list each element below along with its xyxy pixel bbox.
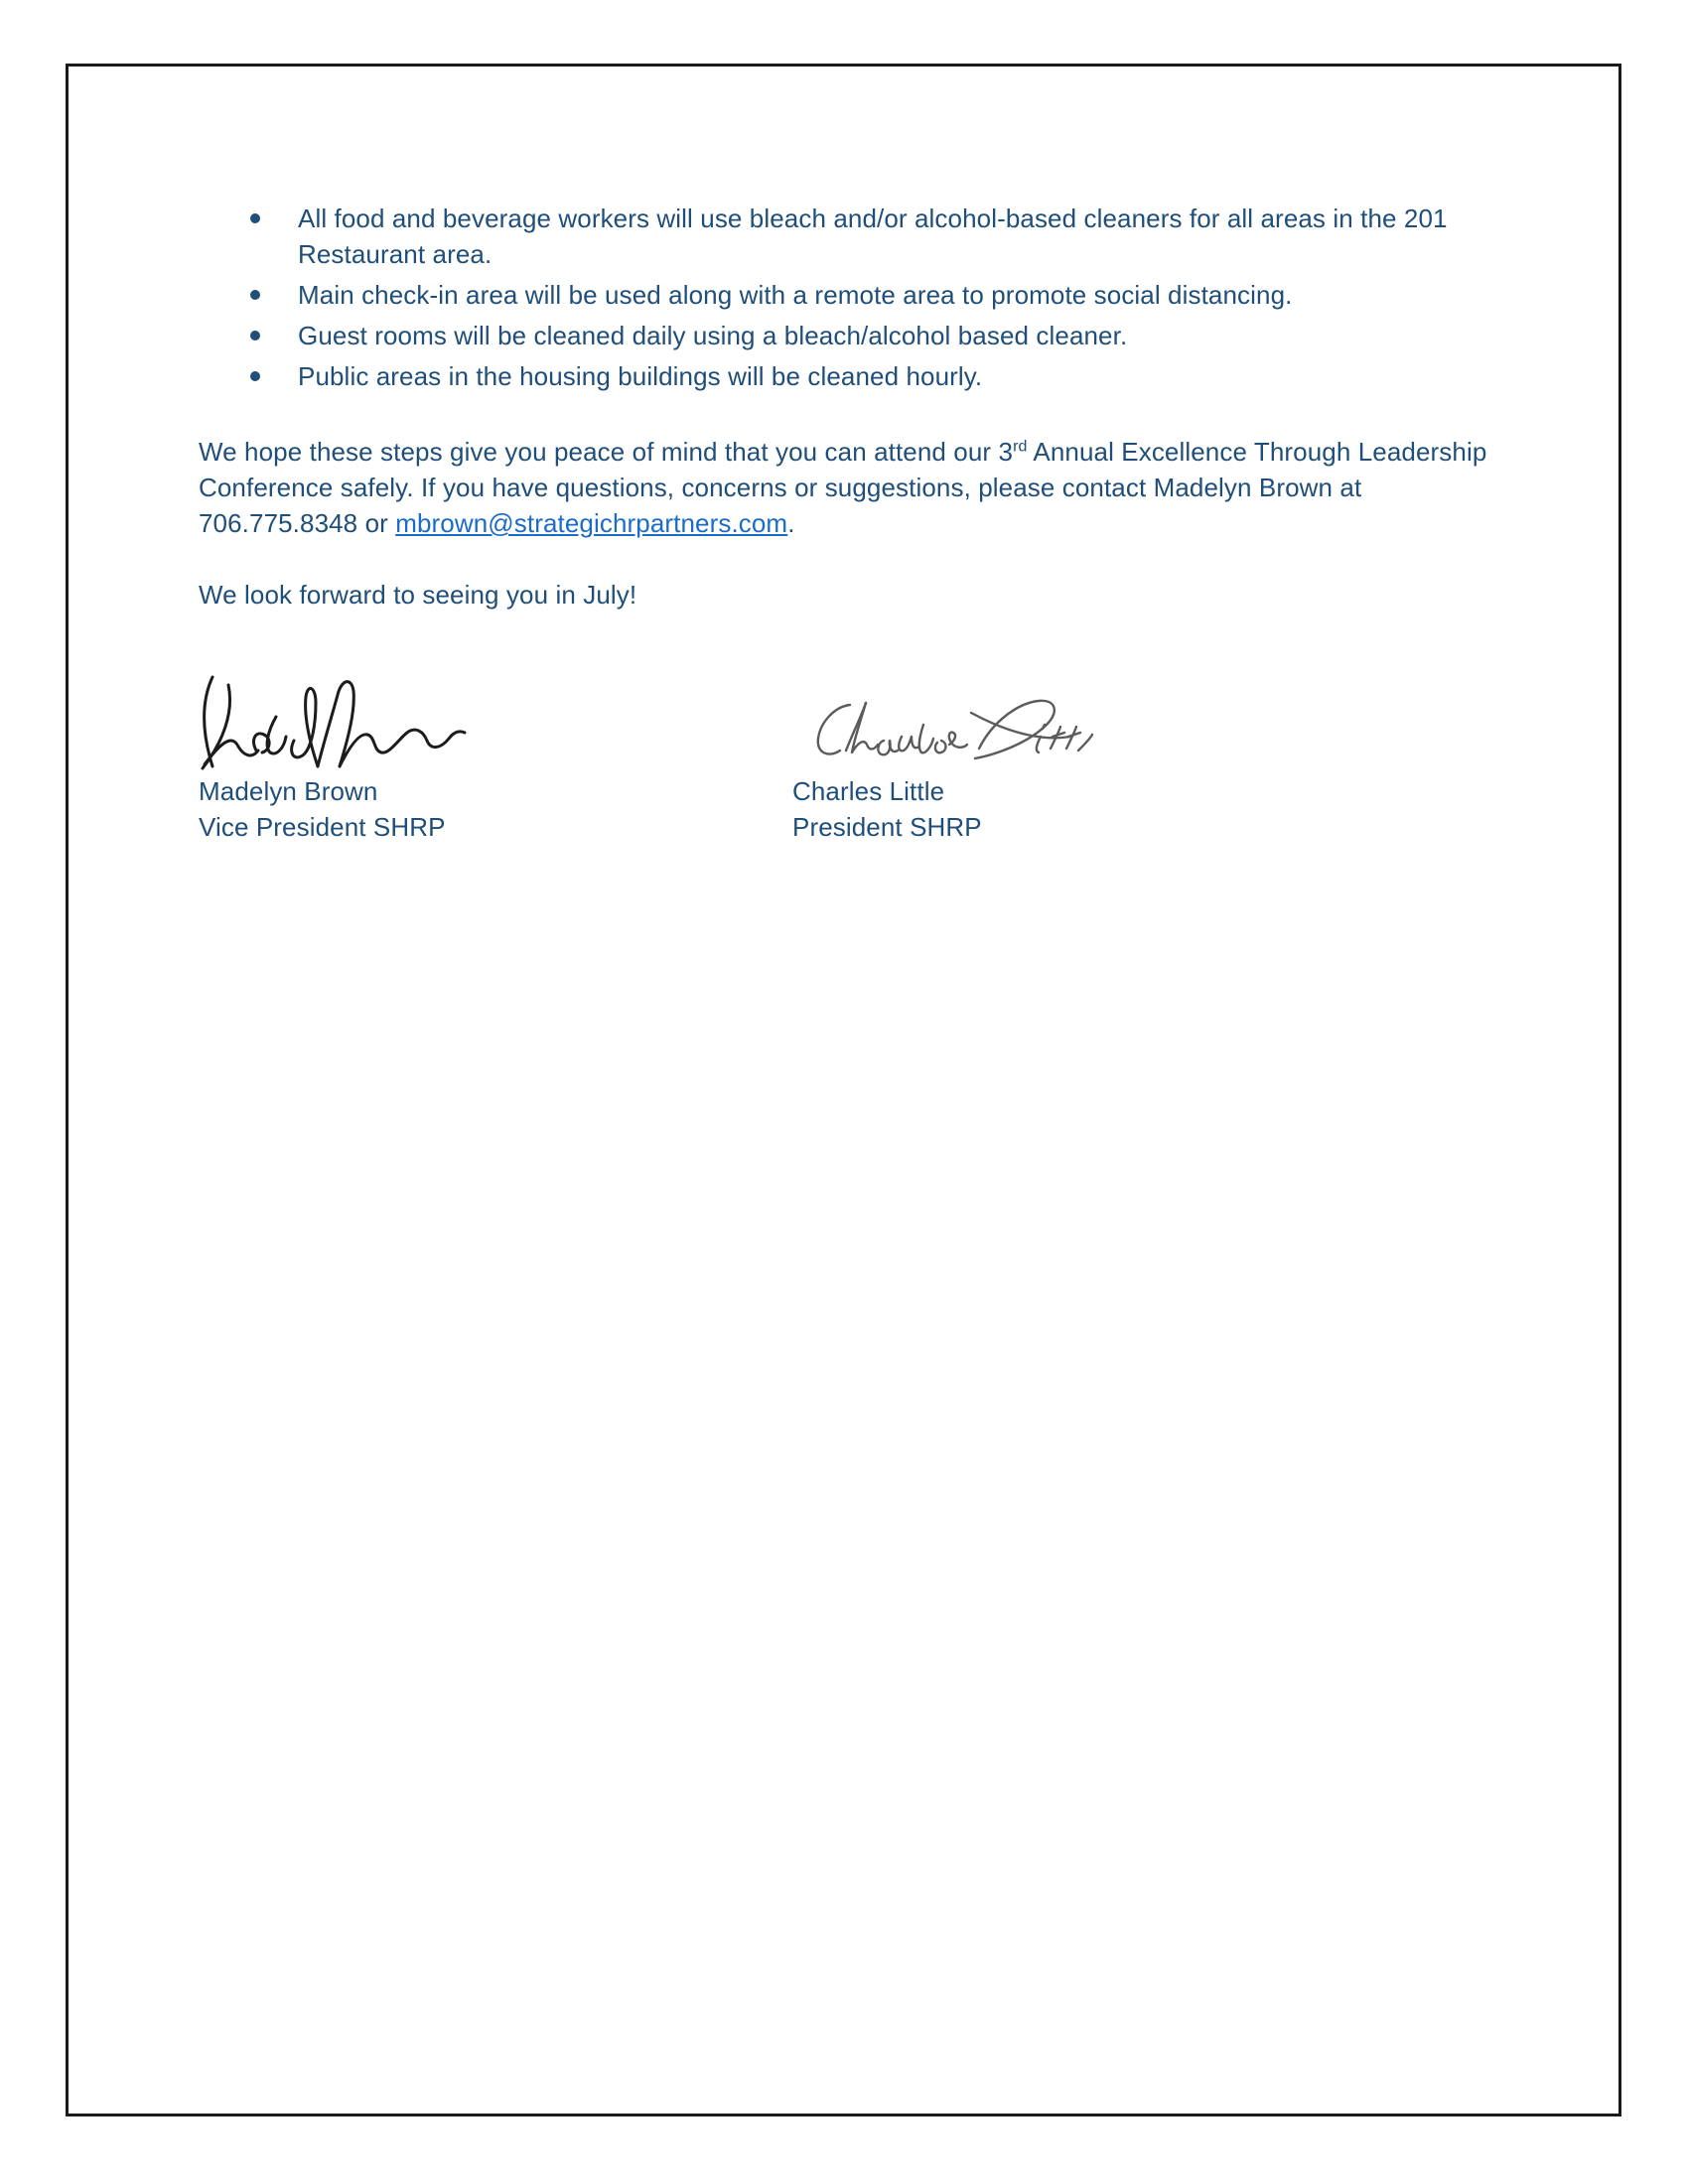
bullet-icon [250, 213, 260, 223]
bullet-icon [250, 331, 260, 341]
body-paragraph [199, 434, 1504, 541]
signer-name: Madelyn Brown [199, 776, 378, 806]
signer-title: Vice President SHRP [199, 812, 446, 842]
signer-name: Charles Little [792, 776, 945, 806]
ordinal-superscript: rd [1013, 438, 1028, 456]
bullet-icon [250, 290, 260, 300]
bullet-text: Public areas in the housing buildings will be cleaned hourly. [298, 361, 983, 391]
email-link[interactable]: mbrown@strategichrpartners.com [395, 508, 788, 538]
paragraph-text: Annual Excellence Through Leadership Conference safely. If you have questions, concerns or suggestions, please contact Madelyn Brown at 706.775.8348 or [199, 437, 1487, 538]
bullet-text: Main check-in area will be used along with a remote area to promote social distancing. [298, 280, 1293, 310]
list-item [199, 358, 1519, 394]
bullet-icon [250, 371, 260, 381]
signature-madelyn-brown [193, 673, 467, 776]
paragraph-text: . [787, 508, 795, 538]
signer-title: President SHRP [792, 812, 982, 842]
bullet-text: Guest rooms will be cleaned daily using a bleach/alcohol based cleaner. [298, 321, 1128, 350]
bullet-list [199, 201, 1519, 399]
list-item [199, 318, 1519, 353]
signature-charles-little [794, 695, 1094, 770]
paragraph-text: We hope these steps give you peace of mind that you can attend our 3 [199, 437, 1014, 467]
list-item [199, 201, 1519, 272]
bullet-text: All food and beverage workers will use bleach and/or alcohol-based cleaners for all areas in the 201 Restaurant area. [298, 204, 1448, 269]
closing-line: We look forward to seeing you in July! [199, 580, 637, 610]
list-item [199, 277, 1519, 313]
